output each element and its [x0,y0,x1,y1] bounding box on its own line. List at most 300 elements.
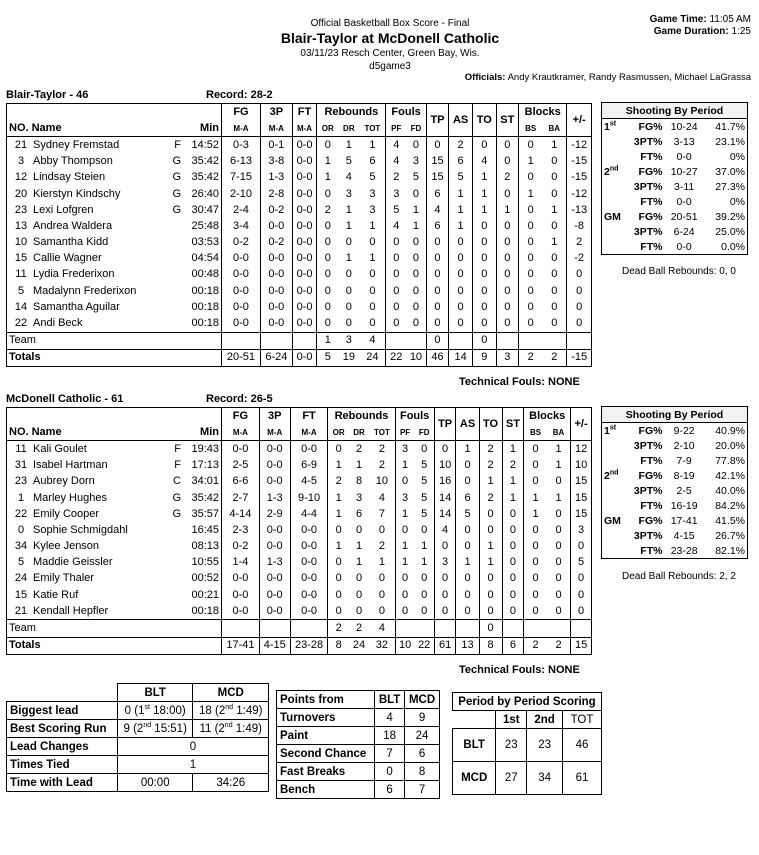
stat-or: 0 [328,587,349,603]
shooting-row [602,209,748,224]
dead-ball-rebounds: Dead Ball Rebounds: 2, 2 [622,571,736,582]
shooting-pct: 0% [729,150,745,163]
stat-tp: 0 [426,235,448,251]
stat-tp: 0 [426,283,448,299]
player-cell [7,571,184,587]
points-mcd: 6 [405,745,440,763]
period-col-1st: 1st [496,711,527,729]
stat-tot: 6 [369,155,376,168]
shooting-period [602,483,623,498]
totals-fg: 20-51 [222,349,261,366]
stat-tp: 10 [434,458,456,474]
shooting-label: FT% [640,240,663,253]
lead-row [7,720,269,738]
player-minutes: 34:01 [191,475,219,488]
player-number: 21 [14,604,28,617]
shooting-period [602,543,623,559]
lead-mcd-rest: 1:49) [233,704,263,717]
player-name: Kali Goulet [33,442,87,455]
stat-tp3: 0-0 [260,251,292,267]
stat-pf: 0 [386,299,406,315]
lead-blt-value [117,774,193,792]
shooting-row [602,498,748,513]
stat-tot: 1 [369,138,376,151]
team-stat-bs [519,332,543,349]
lead-stats-corner [7,684,118,702]
stat-or: 0 [317,299,338,315]
shooting-by-period [601,406,748,559]
col-to: TO [479,408,502,441]
col-bs: BS [524,424,547,441]
stat-ba: 1 [551,138,558,151]
shooting-pct: 20.0% [715,439,745,452]
points-col-mcd: MCD [405,691,440,709]
totals-dr: 19 [338,349,359,366]
stat-dr: 1 [355,540,363,553]
stat-ba: 0 [555,588,562,601]
stat-tp: 4 [426,202,448,218]
col-3p: 3P [260,104,292,121]
points-mcd: 8 [405,763,440,781]
shooting-label: 3PT% [633,484,663,497]
shooting-header-row [602,407,748,423]
player-name: Andi Beck [33,317,83,330]
stat-dr: 0 [345,317,352,330]
stat-to: 0 [473,218,497,234]
stat-ft: 0-0 [292,299,317,315]
stat-dr: 0 [355,523,363,536]
stat-dr: 1 [345,203,352,216]
lead-stats-table [6,683,269,792]
stat-ft: 0-0 [290,603,328,620]
stat-fg: 2-10 [222,186,261,202]
stat-ba: 1 [551,236,558,249]
stat-fg: 1-4 [222,555,260,571]
lead-row-shared: 0 [117,738,268,756]
shooting-period [602,453,623,468]
player-number: 20 [14,187,28,200]
stat-fd: 5 [421,507,428,520]
stat-fd: 0 [412,284,419,297]
stat-to: 1 [473,186,497,202]
player-name: Kylee Jenson [33,540,100,553]
stat-tp3: 0-1 [260,137,292,154]
team-stat-pf [386,332,406,349]
team-stat-pm [571,620,592,637]
stat-bs: 0 [524,441,547,458]
player-position: F [174,138,181,151]
team-stat-tp: 0 [426,332,448,349]
stat-pf: 3 [395,441,415,458]
stat-pm: 2 [567,235,592,251]
player-position: G [172,507,181,520]
shooting-row [602,164,748,179]
stat-ft: 0-0 [290,522,328,538]
stat-pm: 0 [567,315,592,332]
stat-bs: 0 [519,235,543,251]
stat-tot: 3 [369,187,376,200]
totals-pm: 15 [571,637,592,654]
stat-dr: 0 [355,588,363,601]
stat-as: 1 [456,441,479,458]
period-tot: 46 [563,729,602,762]
lead-blt-rest: 18:00) [149,704,186,717]
player-minutes: 26:40 [191,187,219,200]
stat-pf: 5 [386,202,406,218]
stat-pm: 0 [571,587,592,603]
stat-tp3: 0-0 [259,441,290,458]
team-stat-dr: 2 [349,620,370,637]
lead-row-label: Times Tied [7,756,118,774]
lead-mcd-suffix: nd [224,721,233,729]
stat-pm: -2 [567,251,592,267]
col-bs: BS [519,120,543,137]
stat-st: 1 [496,202,518,218]
player-row [7,283,592,299]
stat-fg: 2-7 [222,490,260,506]
points-row [277,727,440,745]
lead-row [7,774,269,792]
totals-st: 3 [496,349,518,366]
stat-st: 0 [496,267,518,283]
stat-as: 6 [449,154,473,170]
totals-tp3: 6-24 [260,349,292,366]
team-stat-fd [406,332,426,349]
stat-fd: 1 [421,556,428,569]
player-row [7,235,592,251]
lead-mcd-value [193,702,269,720]
shooting-pct: 77.8% [715,454,745,467]
points-mcd: 24 [405,727,440,745]
points-row [277,781,440,799]
player-number: 22 [14,507,28,520]
shooting-made-att: 23-28 [670,544,698,557]
shooting-header-row [602,103,748,119]
stat-bs: 0 [519,283,543,299]
shooting-pct: 42.1% [715,469,745,482]
totals-st: 6 [502,637,524,654]
stat-as: 1 [449,218,473,234]
stat-fd: 5 [421,475,428,488]
stat-fg: 0-2 [222,539,260,555]
player-number: 13 [14,219,28,232]
team-stat-or: 1 [317,332,338,349]
col-min: Min [183,408,222,441]
period-col-2nd: 2nd [527,711,563,729]
stat-ft: 9-10 [290,490,328,506]
shooting-period [602,528,623,543]
box-score-table [6,103,592,367]
totals-as: 14 [449,349,473,366]
shooting-row [602,423,748,439]
team-stat-pf [395,620,415,637]
stat-dr: 0 [345,236,352,249]
player-name: Emily Thaler [33,572,94,585]
player-cell [7,154,184,170]
stat-ba: 0 [551,155,558,168]
shooting-pct: 82.1% [715,544,745,557]
stat-ba: 1 [555,442,562,455]
stat-tp3: 0-0 [260,299,292,315]
stat-fd: 0 [421,604,428,617]
stat-as: 1 [449,186,473,202]
stat-st: 0 [496,186,518,202]
stat-ba: 1 [551,203,558,216]
player-number: 10 [14,236,28,249]
team-stat-dr: 3 [338,332,359,349]
lead-mcd-main: 11 (2 [199,722,225,735]
stat-bs: 0 [524,571,547,587]
stat-tot: 2 [378,459,385,472]
shooting-period [602,468,623,483]
player-name: Emily Cooper [33,507,100,520]
lead-mcd-rest: 1:49) [232,722,263,735]
stat-to: 0 [473,235,497,251]
player-position: F [174,459,181,472]
col-fouls: Fouls [386,104,426,121]
player-minutes: 19:43 [191,442,219,455]
stat-bs: 0 [524,555,547,571]
officials-names: Andy Krautkramer, Randy Rasmussen, Michael LaGrassa [507,72,751,83]
points-row-label: Second Chance [277,745,375,763]
stat-tp3: 2-9 [259,506,290,522]
col-blocks: Blocks [524,408,571,425]
team-stat-tot: 4 [359,332,386,349]
stat-fg: 4-14 [222,506,260,522]
stat-fg: 0-0 [222,283,261,299]
stat-tp3: 2-8 [260,186,292,202]
totals-as: 13 [456,637,479,654]
shooting-pct: 40.9% [715,424,745,437]
player-cell [7,283,184,299]
col-blocks: Blocks [519,104,567,121]
shooting-period-num: 1 [604,120,610,133]
team-record: Record: 26-5 [206,393,273,405]
stat-pm: 10 [571,458,592,474]
player-row [7,186,592,202]
shooting-made-att: 20-51 [670,210,698,223]
player-number: 11 [15,442,27,455]
col-min: Min [183,104,222,137]
shooting-made-att: 7-9 [676,454,692,467]
player-name: Aubrey Dorn [33,475,95,488]
totals-ft: 23-28 [290,637,328,654]
col-as: AS [449,104,473,137]
stat-pm: -8 [567,218,592,234]
shooting-period [602,179,623,194]
stat-or: 0 [328,571,349,587]
team-stat-tp3 [259,620,290,637]
header-row-groups [7,408,592,425]
totals-tp3: 4-15 [259,637,290,654]
player-row [7,251,592,267]
stat-dr: 8 [355,475,363,488]
stat-tp3: 0-0 [260,218,292,234]
points-row-label: Paint [277,727,375,745]
shooting-title: Shooting By Period [602,407,748,423]
shooting-row [602,483,748,498]
stat-to: 1 [479,474,502,490]
shooting-made-att: 4-15 [673,529,695,542]
stat-ft: 0-0 [292,218,317,234]
stat-tot: 0 [378,588,385,601]
shooting-period-suffix: nd [609,469,619,476]
stat-st: 1 [502,441,524,458]
player-position: G [172,171,181,184]
col-no-name: NO. Name [7,104,184,137]
stat-ba: 0 [551,187,558,200]
shooting-label: FT% [640,454,663,467]
report-header [200,17,580,73]
game-duration-label: Game Duration: [653,26,729,37]
col-st: ST [502,408,524,441]
player-cell [7,441,184,458]
col-ba: BA [542,120,566,137]
player-cell [7,474,184,490]
stat-dr: 1 [355,459,363,472]
shooting-row [602,194,748,209]
stat-fg: 2-4 [222,202,261,218]
stat-dr: 0 [355,572,363,585]
col-ft: FT [290,408,328,425]
player-position: G [172,491,181,504]
stat-st: 0 [496,218,518,234]
period-row [453,762,602,795]
stat-pm: -12 [567,186,592,202]
player-row [7,571,592,587]
stat-as: 0 [449,235,473,251]
col-pf: PF [395,424,415,441]
game-time-block [650,14,751,38]
stat-pm: 15 [571,490,592,506]
points-from-header: Points from [277,691,375,709]
player-minutes: 00:48 [191,268,219,281]
shooting-title: Shooting By Period [602,103,748,119]
stat-ft: 0-0 [292,154,317,170]
col-no-name: NO. Name [7,408,184,441]
col-dr: DR [349,424,370,441]
player-minutes: 35:42 [191,491,219,504]
player-row [7,555,592,571]
stat-ba: 0 [551,219,558,232]
stat-tp: 6 [426,186,448,202]
team-stat-ft [292,332,317,349]
stat-bs: 1 [519,186,543,202]
stat-ft: 0-0 [292,137,317,154]
player-number: 5 [17,284,25,297]
lead-blt-value [117,720,193,738]
player-position: G [172,155,181,168]
stat-fd: 1 [412,203,419,216]
totals-fd: 22 [415,637,435,654]
stat-pf: 1 [395,555,415,571]
shooting-pct: 41.5% [715,514,745,527]
stat-tot: 3 [369,203,376,216]
stat-to: 1 [479,555,502,571]
team-stat-bs [524,620,547,637]
game-code: d5game3 [369,61,411,72]
stat-ba: 1 [555,459,562,472]
stat-fg: 3-4 [222,218,261,234]
points-blt: 18 [375,727,405,745]
stat-to: 0 [479,603,502,620]
player-name: Lindsay Steien [33,171,106,184]
stat-to: 0 [479,506,502,522]
totals-tp: 46 [426,349,448,366]
player-cell [7,458,184,474]
stat-to: 0 [479,587,502,603]
col-ft: FT [292,104,317,121]
col-plus-minus: +/- [571,408,592,441]
shooting-row [602,149,748,164]
stat-st: 0 [496,283,518,299]
player-cell [7,506,184,522]
stat-tp3: 0-0 [259,603,290,620]
lead-mcd-main: 34:26 [216,776,246,789]
player-number: 22 [14,317,28,330]
shooting-period-num: GM [604,210,621,223]
stat-tot: 4 [378,491,385,504]
stat-or: 1 [328,539,349,555]
shooting-label: FG% [638,424,663,437]
period-row [453,729,602,762]
stat-tp: 0 [426,251,448,267]
stat-st: 0 [502,555,524,571]
points-from-table [276,690,440,799]
report-type: Official Basketball Box Score - Final [310,18,470,29]
shooting-period [602,209,623,224]
col-dr: DR [338,120,359,137]
stat-fd: 5 [412,171,419,184]
stat-pm: 5 [571,555,592,571]
shooting-pct: 25.0% [715,225,745,238]
stat-tp3: 0-0 [259,458,290,474]
stat-pm: 15 [571,506,592,522]
stat-st: 2 [502,458,524,474]
stat-to: 0 [473,315,497,332]
shooting-made-att: 9-22 [673,424,695,437]
points-blt: 6 [375,781,405,799]
team-stat-st [502,620,524,637]
stat-fg: 0-0 [222,571,260,587]
shooting-made-att: 2-10 [673,439,695,452]
shooting-row [602,543,748,559]
stat-or: 0 [317,137,338,154]
stat-ft: 0-0 [292,267,317,283]
stat-fd: 0 [412,138,419,151]
stat-fg: 6-6 [222,474,260,490]
player-cell [7,267,184,283]
stat-or: 2 [328,474,349,490]
stat-tp: 0 [434,441,456,458]
team-stat-tot: 4 [369,620,395,637]
stat-bs: 0 [524,522,547,538]
stat-tot: 0 [378,604,385,617]
period-1st: 23 [496,729,527,762]
player-cell [7,235,184,251]
stat-bs: 0 [519,251,543,267]
stat-pf: 0 [395,474,415,490]
stat-bs: 0 [519,170,543,186]
shooting-made-att: 10-27 [670,165,698,178]
team-stat-ba [547,620,571,637]
stat-as: 0 [456,603,479,620]
shooting-pct: 26.7% [715,529,745,542]
player-row [7,458,592,474]
stat-as: 0 [456,522,479,538]
stat-or: 0 [328,555,349,571]
totals-tot: 24 [359,349,386,366]
